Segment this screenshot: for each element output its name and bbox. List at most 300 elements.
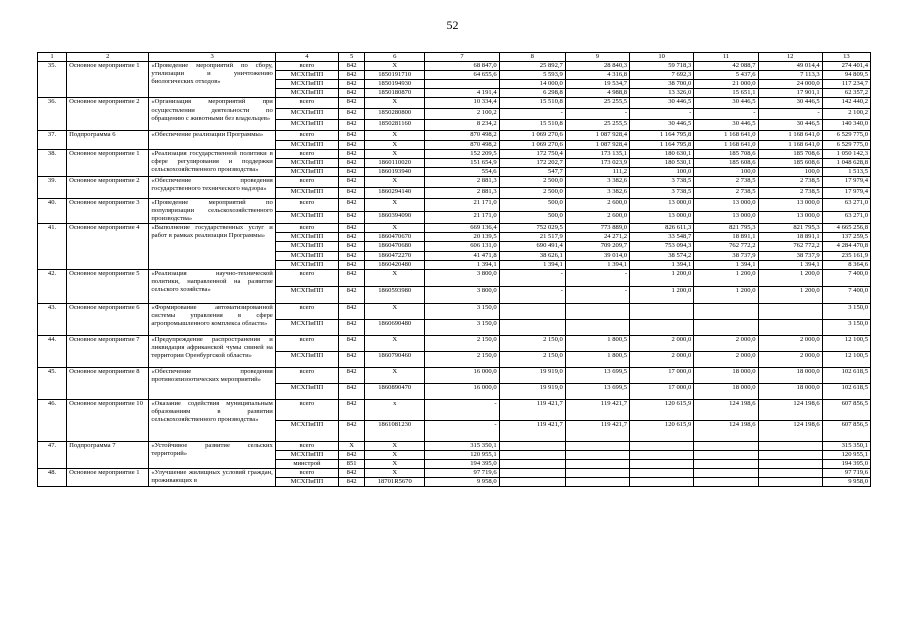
- amount-cell: -: [565, 286, 629, 303]
- amount-cell: 124 198,6: [758, 399, 822, 420]
- amount-cell: 180 530,1: [630, 158, 694, 167]
- amount-cell: 4 665 256,8: [822, 224, 870, 233]
- amount-cell: -: [758, 109, 822, 120]
- budget-code-cell: 1860470670: [365, 233, 425, 242]
- amount-cell: 30 446,5: [630, 120, 694, 131]
- amount-cell: [758, 468, 822, 477]
- amount-cell: 124 198,6: [694, 399, 758, 420]
- amount-cell: 10 334,4: [425, 98, 499, 109]
- executor-cell: МСХПиПП: [275, 351, 338, 367]
- amount-cell: 185 608,6: [694, 158, 758, 167]
- amount-cell: 13 326,0: [630, 89, 694, 98]
- column-number: 8: [499, 53, 565, 62]
- budget-table: [37, 52, 871, 487]
- amount-cell: 826 611,3: [630, 224, 694, 233]
- executor-cell: всего: [275, 198, 338, 211]
- amount-cell: [499, 468, 565, 477]
- amount-cell: 39 014,0: [565, 251, 629, 260]
- amount-cell: 1 168 641,0: [758, 131, 822, 140]
- row-number: 45.: [38, 367, 67, 399]
- grbs-code-cell: 842: [339, 198, 365, 211]
- row-number: 38.: [38, 149, 67, 176]
- item-description: «Обеспечение проведения противоэпизоотических мероприятий»: [149, 367, 275, 399]
- budget-code-cell: 1850281160: [365, 120, 425, 131]
- amount-cell: 3 800,0: [425, 269, 499, 286]
- amount-cell: 762 772,2: [758, 242, 822, 251]
- column-number: 9: [565, 53, 629, 62]
- amount-cell: 1 069 270,6: [499, 131, 565, 140]
- grbs-code-cell: 842: [339, 176, 365, 187]
- table-row: [38, 269, 871, 286]
- amount-cell: 13 000,0: [694, 211, 758, 224]
- amount-cell: 3 800,0: [425, 286, 499, 303]
- budget-code-cell: 1860110020: [365, 158, 425, 167]
- executor-cell: МСХПиПП: [275, 319, 338, 335]
- amount-cell: [630, 319, 694, 335]
- amount-cell: [630, 459, 694, 468]
- column-number: 12: [758, 53, 822, 62]
- row-number: 40.: [38, 198, 67, 223]
- amount-cell: 68 847,0: [425, 62, 499, 71]
- amount-cell: 2 150,0: [499, 335, 565, 351]
- executor-cell: МСХПиПП: [275, 286, 338, 303]
- amount-cell: 38 626,1: [499, 251, 565, 260]
- grbs-code-cell: 842: [339, 468, 365, 477]
- amount-cell: 274 401,4: [822, 62, 870, 71]
- table-row: [38, 149, 871, 158]
- item-name: Основное мероприятие 6: [67, 303, 149, 335]
- amount-cell: 119 421,7: [499, 399, 565, 420]
- amount-cell: 194 395,0: [822, 459, 870, 468]
- amount-cell: 17 901,1: [758, 89, 822, 98]
- amount-cell: [565, 468, 629, 477]
- amount-cell: 1 069 270,6: [499, 140, 565, 149]
- amount-cell: 152 209,5: [425, 149, 499, 158]
- executor-cell: всего: [275, 149, 338, 158]
- amount-cell: 49 014,4: [758, 62, 822, 71]
- amount-cell: 1 200,0: [694, 286, 758, 303]
- amount-cell: 119 421,7: [565, 399, 629, 420]
- table-row: [38, 468, 871, 477]
- amount-cell: 2 881,3: [425, 187, 499, 198]
- budget-code-cell: X: [365, 176, 425, 187]
- amount-cell: 30 446,5: [758, 120, 822, 131]
- grbs-code-cell: 851: [339, 459, 365, 468]
- amount-cell: 1 200,0: [630, 286, 694, 303]
- grbs-code-cell: 842: [339, 62, 365, 71]
- executor-cell: всего: [275, 131, 338, 140]
- amount-cell: [499, 441, 565, 450]
- amount-cell: 12 100,5: [822, 351, 870, 367]
- amount-cell: 21 517,9: [499, 233, 565, 242]
- amount-cell: 25 255,5: [565, 120, 629, 131]
- amount-cell: 18 891,1: [758, 233, 822, 242]
- amount-cell: 669 136,4: [425, 224, 499, 233]
- column-number: 2: [67, 53, 149, 62]
- executor-cell: всего: [275, 399, 338, 420]
- amount-cell: 1 394,1: [565, 260, 629, 269]
- amount-cell: 173 135,1: [565, 149, 629, 158]
- amount-cell: 3 150,0: [822, 319, 870, 335]
- column-number: 11: [694, 53, 758, 62]
- amount-cell: 821 795,3: [694, 224, 758, 233]
- amount-cell: 2 500,0: [499, 176, 565, 187]
- amount-cell: [630, 468, 694, 477]
- grbs-code-cell: 842: [339, 478, 365, 487]
- amount-cell: 41 471,8: [425, 251, 499, 260]
- amount-cell: 142 440,2: [822, 98, 870, 109]
- amount-cell: 4 316,8: [565, 71, 629, 80]
- budget-code-cell: X: [365, 367, 425, 383]
- budget-code-cell: 1860790460: [365, 351, 425, 367]
- item-name: Основное мероприятие 1: [67, 62, 149, 98]
- amount-cell: [565, 450, 629, 459]
- row-number: 36.: [38, 98, 67, 131]
- amount-cell: 773 889,0: [565, 224, 629, 233]
- amount-cell: 2 000,0: [630, 335, 694, 351]
- grbs-code-cell: 842: [339, 286, 365, 303]
- grbs-code-cell: 842: [339, 131, 365, 140]
- amount-cell: 1 164 795,8: [630, 140, 694, 149]
- budget-code-cell: 1860193940: [365, 167, 425, 176]
- item-name: Основное мероприятие 10: [67, 399, 149, 441]
- amount-cell: [758, 303, 822, 319]
- amount-cell: [565, 478, 629, 487]
- grbs-code-cell: 842: [339, 260, 365, 269]
- grbs-code-cell: 842: [339, 211, 365, 224]
- amount-cell: 1 168 641,0: [694, 140, 758, 149]
- grbs-code-cell: 842: [339, 233, 365, 242]
- column-number-row: [38, 53, 871, 62]
- amount-cell: [694, 319, 758, 335]
- executor-cell: МСХПиПП: [275, 242, 338, 251]
- amount-cell: 119 421,7: [565, 420, 629, 441]
- amount-cell: 1 394,1: [694, 260, 758, 269]
- amount-cell: 21 171,0: [425, 198, 499, 211]
- executor-cell: МСХПиПП: [275, 158, 338, 167]
- amount-cell: 2 100,2: [822, 109, 870, 120]
- grbs-code-cell: 842: [339, 335, 365, 351]
- amount-cell: 1 394,1: [630, 260, 694, 269]
- amount-cell: 19 919,0: [499, 367, 565, 383]
- executor-cell: МСХПиПП: [275, 187, 338, 198]
- amount-cell: [758, 478, 822, 487]
- amount-cell: 38 700,0: [630, 80, 694, 89]
- amount-cell: 13 699,5: [565, 383, 629, 399]
- item-description: «Проведение мероприятий по популяризации сельскохозяйственного производства»: [149, 198, 275, 223]
- amount-cell: 2 100,2: [425, 109, 499, 120]
- table-row: [38, 176, 871, 187]
- amount-cell: 21 171,0: [425, 211, 499, 224]
- column-number: 3: [149, 53, 275, 62]
- budget-code-cell: X: [365, 198, 425, 211]
- amount-cell: [565, 441, 629, 450]
- table-row: [38, 198, 871, 211]
- amount-cell: [694, 303, 758, 319]
- grbs-code-cell: 842: [339, 420, 365, 441]
- amount-cell: 18 000,0: [694, 367, 758, 383]
- amount-cell: [630, 450, 694, 459]
- column-number: 13: [822, 53, 870, 62]
- grbs-code-cell: 842: [339, 242, 365, 251]
- executor-cell: МСХПиПП: [275, 109, 338, 120]
- column-number: 10: [630, 53, 694, 62]
- amount-cell: [499, 478, 565, 487]
- amount-cell: 500,0: [499, 198, 565, 211]
- amount-cell: 124 198,6: [758, 420, 822, 441]
- amount-cell: -: [425, 420, 499, 441]
- budget-code-cell: X: [365, 459, 425, 468]
- budget-code-cell: 1860890470: [365, 383, 425, 399]
- amount-cell: 102 618,5: [822, 383, 870, 399]
- grbs-code-cell: 842: [339, 89, 365, 98]
- amount-cell: 1 164 795,8: [630, 131, 694, 140]
- item-description: «Реализация научно-технической политики, направленной на развитие сельского хозяйства»: [149, 269, 275, 303]
- grbs-code-cell: 842: [339, 269, 365, 286]
- amount-cell: 28 840,3: [565, 62, 629, 71]
- amount-cell: 24 271,2: [565, 233, 629, 242]
- amount-cell: 3 150,0: [425, 319, 499, 335]
- budget-code-cell: 18701R5670: [365, 478, 425, 487]
- row-number: 41.: [38, 224, 67, 269]
- grbs-code-cell: 842: [339, 98, 365, 109]
- page-number: 52: [446, 18, 459, 32]
- grbs-code-cell: 842: [339, 383, 365, 399]
- amount-cell: 13 000,0: [694, 198, 758, 211]
- budget-code-cell: X: [365, 149, 425, 158]
- column-number: 7: [425, 53, 499, 62]
- amount-cell: 1 200,0: [758, 269, 822, 286]
- executor-cell: всего: [275, 367, 338, 383]
- budget-code-cell: X: [365, 131, 425, 140]
- amount-cell: [694, 459, 758, 468]
- budget-code-cell: X: [365, 62, 425, 71]
- amount-cell: 315 350,1: [822, 441, 870, 450]
- amount-cell: 1 200,0: [630, 269, 694, 286]
- amount-cell: 1 394,1: [758, 260, 822, 269]
- grbs-code-cell: 842: [339, 367, 365, 383]
- amount-cell: 1 048 628,8: [822, 158, 870, 167]
- amount-cell: 63 271,0: [822, 211, 870, 224]
- amount-cell: 137 259,5: [822, 233, 870, 242]
- amount-cell: 8 234,2: [425, 120, 499, 131]
- amount-cell: -: [499, 109, 565, 120]
- amount-cell: 5 593,9: [499, 71, 565, 80]
- amount-cell: 1 513,5: [822, 167, 870, 176]
- amount-cell: 9 958,0: [425, 478, 499, 487]
- row-number: 37.: [38, 131, 67, 149]
- amount-cell: [630, 441, 694, 450]
- amount-cell: [694, 450, 758, 459]
- amount-cell: [630, 303, 694, 319]
- executor-cell: МСХПиПП: [275, 211, 338, 224]
- item-name: Основное мероприятие 1: [67, 149, 149, 176]
- grbs-code-cell: 842: [339, 71, 365, 80]
- item-description: «Оказание содействия муниципальным образованиям в развитии сельскохозяйственного производства»: [149, 399, 275, 441]
- amount-cell: 13 699,5: [565, 367, 629, 383]
- amount-cell: -: [499, 286, 565, 303]
- budget-code-cell: 1850191710: [365, 71, 425, 80]
- amount-cell: 94 809,5: [822, 71, 870, 80]
- budget-code-cell: 1860690480: [365, 319, 425, 335]
- item-name: Подпрограмма 6: [67, 131, 149, 149]
- executor-cell: МСХПиПП: [275, 260, 338, 269]
- amount-cell: 752 029,5: [499, 224, 565, 233]
- amount-cell: 172 202,7: [499, 158, 565, 167]
- amount-cell: [758, 441, 822, 450]
- amount-cell: 172 750,4: [499, 149, 565, 158]
- table-row: [38, 224, 871, 233]
- amount-cell: 6 529 775,0: [822, 140, 870, 149]
- amount-cell: 14 000,0: [499, 80, 565, 89]
- amount-cell: 30 446,5: [758, 98, 822, 109]
- grbs-code-cell: 842: [339, 120, 365, 131]
- amount-cell: 38 737,9: [694, 251, 758, 260]
- amount-cell: 12 100,5: [822, 335, 870, 351]
- amount-cell: 18 891,1: [694, 233, 758, 242]
- grbs-code-cell: 842: [339, 167, 365, 176]
- amount-cell: 24 000,0: [758, 80, 822, 89]
- amount-cell: 38 574,2: [630, 251, 694, 260]
- column-number: 6: [365, 53, 425, 62]
- amount-cell: [565, 459, 629, 468]
- amount-cell: 25 255,5: [565, 98, 629, 109]
- executor-cell: всего: [275, 224, 338, 233]
- amount-cell: 42 088,7: [694, 62, 758, 71]
- grbs-code-cell: 842: [339, 80, 365, 89]
- grbs-code-cell: 842: [339, 140, 365, 149]
- amount-cell: 2 150,0: [425, 351, 499, 367]
- amount-cell: 2 600,0: [565, 211, 629, 224]
- item-name: Основное мероприятие 8: [67, 367, 149, 399]
- amount-cell: [499, 459, 565, 468]
- amount-cell: 102 618,5: [822, 367, 870, 383]
- amount-cell: 117 234,7: [822, 80, 870, 89]
- amount-cell: 100,0: [758, 167, 822, 176]
- item-description: «Проведение мероприятий по сбору, утилизации и уничтожению биологических отходов»: [149, 62, 275, 98]
- amount-cell: 59 718,3: [630, 62, 694, 71]
- amount-cell: 4 191,4: [425, 89, 499, 98]
- amount-cell: 6 298,8: [499, 89, 565, 98]
- amount-cell: 2 000,0: [694, 335, 758, 351]
- budget-code-cell: 1860470680: [365, 242, 425, 251]
- grbs-code-cell: 842: [339, 149, 365, 158]
- executor-cell: всего: [275, 269, 338, 286]
- amount-cell: 17 979,4: [822, 176, 870, 187]
- amount-cell: 1 800,5: [565, 335, 629, 351]
- grbs-code-cell: 842: [339, 109, 365, 120]
- item-description: «Организация мероприятий при осуществлении деятельности по обращению с животными без владельцев»: [149, 98, 275, 131]
- grbs-code-cell: 842: [339, 319, 365, 335]
- item-description: «Формирование автоматизированной системы управления в сфере агропромышленного комплекса области»: [149, 303, 275, 335]
- amount-cell: 2 000,0: [630, 351, 694, 367]
- column-number: 5: [339, 53, 365, 62]
- amount-cell: 180 630,1: [630, 149, 694, 158]
- budget-code-cell: X: [365, 468, 425, 477]
- amount-cell: [758, 319, 822, 335]
- budget-code-cell: 1860420480: [365, 260, 425, 269]
- amount-cell: 2 000,0: [758, 335, 822, 351]
- budget-code-cell: X: [365, 98, 425, 109]
- amount-cell: [565, 319, 629, 335]
- table-row: [38, 62, 871, 71]
- amount-cell: 100,0: [630, 167, 694, 176]
- amount-cell: 870 498,2: [425, 131, 499, 140]
- item-name: Основное мероприятие 2: [67, 176, 149, 198]
- amount-cell: -: [565, 109, 629, 120]
- amount-cell: -: [425, 399, 499, 420]
- amount-cell: 1 168 641,0: [758, 140, 822, 149]
- amount-cell: 1 394,1: [499, 260, 565, 269]
- amount-cell: 124 198,6: [694, 420, 758, 441]
- executor-cell: МСХПиПП: [275, 478, 338, 487]
- grbs-code-cell: 842: [339, 351, 365, 367]
- amount-cell: 2 150,0: [425, 335, 499, 351]
- amount-cell: 13 000,0: [758, 211, 822, 224]
- amount-cell: 2 150,0: [499, 351, 565, 367]
- budget-code-cell: 1860394090: [365, 211, 425, 224]
- budget-code-cell: X: [365, 335, 425, 351]
- amount-cell: [499, 303, 565, 319]
- amount-cell: 185 708,6: [758, 149, 822, 158]
- executor-cell: МСХПиПП: [275, 71, 338, 80]
- amount-cell: 2 000,0: [694, 351, 758, 367]
- item-description: «Реализация государственной политики в сфере регулирования и поддержки сельскохозяйственного производства»: [149, 149, 275, 176]
- item-name: Основное мероприятие 5: [67, 269, 149, 303]
- amount-cell: 7 400,0: [822, 269, 870, 286]
- budget-code-cell: X: [365, 441, 425, 450]
- executor-cell: МСХПиПП: [275, 80, 338, 89]
- budget-code-cell: 1850180870: [365, 89, 425, 98]
- amount-cell: 3 738,5: [630, 176, 694, 187]
- item-description: «Устойчивое развитие сельских территорий»: [149, 441, 275, 468]
- row-number: 35.: [38, 62, 67, 98]
- amount-cell: 762 772,2: [694, 242, 758, 251]
- budget-code-cell: 1860593980: [365, 286, 425, 303]
- executor-cell: всего: [275, 468, 338, 477]
- column-number: 1: [38, 53, 67, 62]
- amount-cell: 120 955,1: [822, 450, 870, 459]
- amount-cell: 2 000,0: [758, 351, 822, 367]
- budget-code-cell: X: [365, 303, 425, 319]
- amount-cell: 15 651,1: [694, 89, 758, 98]
- amount-cell: [758, 459, 822, 468]
- amount-cell: 17 000,0: [630, 383, 694, 399]
- item-name: Основное мероприятие 3: [67, 198, 149, 223]
- budget-code-cell: X: [365, 269, 425, 286]
- grbs-code-cell: 842: [339, 158, 365, 167]
- amount-cell: 2 738,5: [758, 176, 822, 187]
- amount-cell: 20 139,5: [425, 233, 499, 242]
- amount-cell: 7 400,0: [822, 286, 870, 303]
- amount-cell: 5 437,6: [694, 71, 758, 80]
- executor-cell: МСХПиПП: [275, 120, 338, 131]
- amount-cell: 2 738,5: [694, 176, 758, 187]
- amount-cell: 8 364,6: [822, 260, 870, 269]
- amount-cell: 235 161,9: [822, 251, 870, 260]
- amount-cell: 1 394,1: [425, 260, 499, 269]
- executor-cell: всего: [275, 335, 338, 351]
- amount-cell: 821 795,3: [758, 224, 822, 233]
- executor-cell: всего: [275, 303, 338, 319]
- table-row: [38, 131, 871, 140]
- amount-cell: -: [694, 109, 758, 120]
- amount-cell: 607 856,5: [822, 420, 870, 441]
- executor-cell: МСХПиПП: [275, 89, 338, 98]
- item-name: Основное мероприятие 1: [67, 468, 149, 486]
- amount-cell: 17 979,4: [822, 187, 870, 198]
- amount-cell: 709 209,7: [565, 242, 629, 251]
